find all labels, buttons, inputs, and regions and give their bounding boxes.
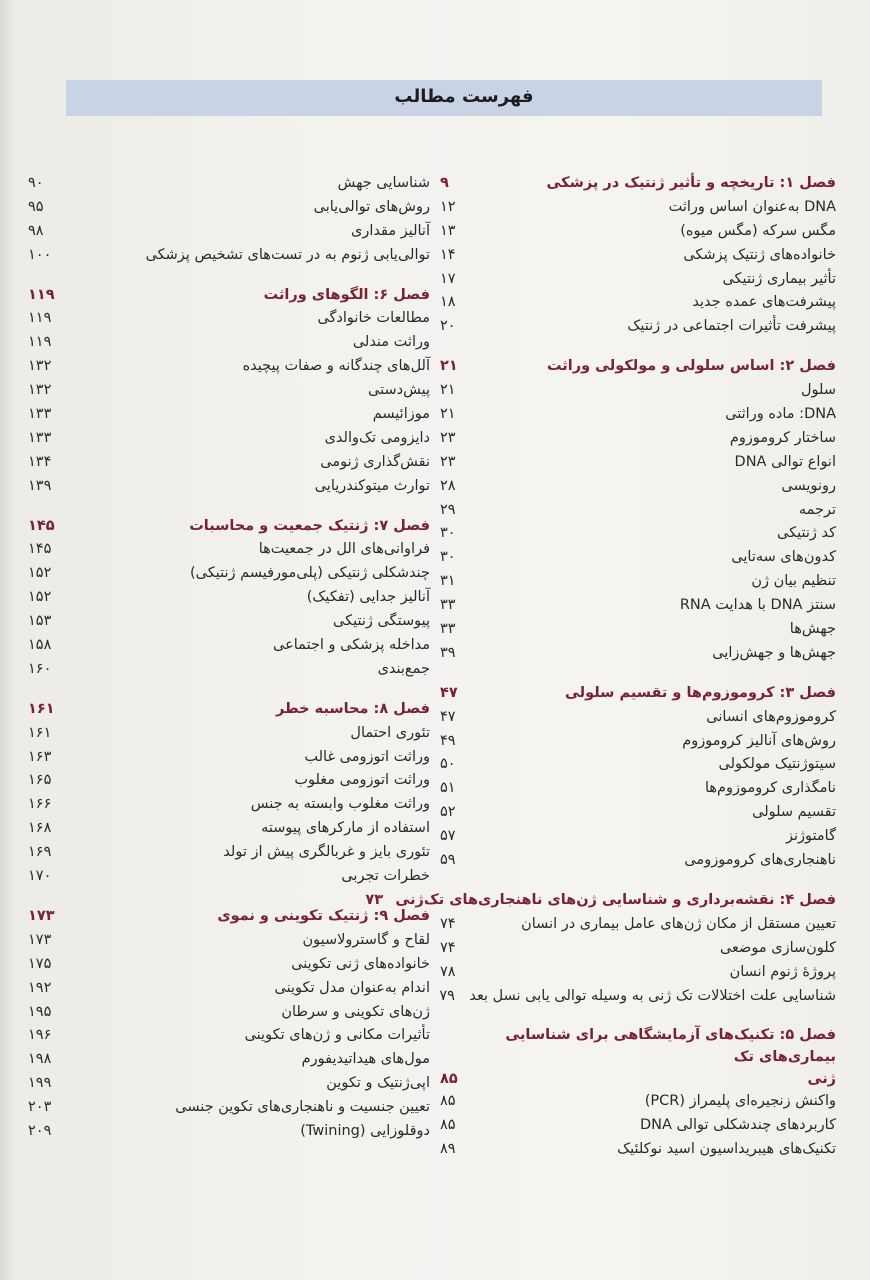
toc-entry[interactable] [440,570,836,594]
chapter-title: فصل ۱: تاریخچه و تأثیر ژنتیک در پزشکی [546,175,836,191]
toc-entry[interactable] [440,985,836,1009]
toc-entry[interactable] [440,777,836,801]
entry-title: پیوستگی ژنتیکی [332,613,430,630]
page-number: ۵۱ [440,780,456,797]
toc-entry[interactable] [440,825,836,849]
entry-title: مول‌های هیداتیدیفورم [301,1051,430,1068]
toc-chapter-entry[interactable] [440,172,836,196]
entry-title: واکنش زنجیره‌ای پلیمراز (PCR) [644,1093,836,1110]
entry-title: استفاده از مارکرهای پیوسته [261,820,430,837]
page-number: ۱۹۵ [28,1003,52,1020]
page-number: ۳۹ [440,644,456,661]
entry-title: کلون‌سازی موضعی [719,939,836,956]
page-number: ۱۶۳ [28,748,52,765]
toc-chapter-entry[interactable] [28,284,430,308]
page-number: ۱۳۹ [28,477,52,494]
toc-entry[interactable] [440,403,836,427]
toc-entry[interactable] [28,929,430,953]
page-number: ۱۶۱ [28,700,55,717]
entry-title: تئوری بایز و غربالگری پیش از تولد [223,844,430,861]
entry-title: نقش‌گذاری ژنومی [320,453,430,470]
entry-title: ساختار کروموزوم [729,429,836,446]
page-number: ۵۹ [440,852,456,869]
entry-title: وراثت اتوزومی غالب [304,748,430,765]
page-number: ۹۵ [28,198,44,215]
toc-column-left [28,172,430,1144]
page-number: ۲۳ [440,453,456,470]
toc-entry[interactable] [440,618,836,642]
toc-entry[interactable] [440,961,836,985]
page-number: ۱۵۲ [28,589,52,606]
page-number: ۳۱ [440,573,456,590]
page-number: ۹۸ [28,222,44,239]
toc-entry[interactable] [28,1120,430,1144]
entry-title: خطرات تجربی [341,868,430,885]
page-number: ۱۷۵ [28,955,52,972]
page-number: ۲۰۹ [28,1122,52,1139]
toc-entry[interactable] [28,538,430,562]
toc-entry[interactable] [28,586,430,610]
chapter-title-continued: ژنی [807,1071,836,1088]
entry-title: توارث میتوکندریایی [314,477,430,494]
entry-title: جمع‌بندی [377,660,430,677]
page-number: ۸۵ [440,1093,456,1110]
toc-entry[interactable] [28,722,430,746]
toc-entry[interactable] [440,1114,836,1138]
page-number: ۴۷ [440,708,456,725]
entry-title: شناسایی جهش [337,175,430,191]
toc-entry[interactable] [28,1072,430,1096]
page-number: ۲۰۳ [28,1099,52,1116]
entry-title: سیتوژنتیک مولکولی [718,756,836,773]
entry-title: تأثیرات مکانی و ژن‌های تکوینی [244,1027,430,1044]
toc-entry[interactable] [28,793,430,817]
entry-title: وراثت مندلی [352,334,430,351]
page-number: ۳۰ [440,549,456,566]
entry-title: دوقلوزایی (Twining) [300,1122,430,1139]
toc-entry[interactable] [28,658,430,682]
page-number: ۱۶۱ [28,724,52,741]
page-number: ۲۹ [440,501,456,518]
toc-entry[interactable] [440,594,836,618]
toc-entry[interactable] [28,379,430,403]
entry-title: شناسایی علت اختلالات تک ژنی به وسیله توالی یابی نسل بعد [469,987,836,1004]
chapter-title: فصل ۵: تکنیک‌های آزمایشگاهی برای شناسایی بیماری‌های تک [505,1027,836,1066]
entry-title: اپی‌ژنتیک و تکوین [326,1075,430,1092]
page-number: ۱۳ [440,222,456,239]
page-number: ۱۶۵ [28,772,52,789]
chapter-title: فصل ۴: نقشه‌برداری و شناسایی ژن‌های ناهنجاری‌های تک‌ژنی [395,891,836,908]
entry-title: پیش‌دستی [368,382,430,399]
entry-title: موزائیسم [372,406,430,423]
entry-title: مطالعات خانوادگی [317,310,430,327]
page-number: ۱۳۳ [28,429,52,446]
entry-title: ناهنجاری‌های کروموزومی [684,852,836,869]
entry-title: خانواده‌های ژنی تکوینی [291,955,430,972]
toc-entry[interactable] [28,244,430,268]
toc-entry[interactable] [28,451,430,475]
toc-entry[interactable] [28,1001,430,1025]
entry-title: دایزومی تک‌والدی [324,429,430,446]
page-number: ۱۶۰ [28,660,52,677]
page-number: ۱۰۰ [28,246,52,263]
toc-entry[interactable] [28,977,430,1001]
toc-entry[interactable] [440,1138,836,1162]
entry-title: پیشرفت تأثیرات اجتماعی در ژنتیک [627,318,836,335]
page-number: ۴۹ [440,732,456,749]
page-number: ۱۵۲ [28,565,52,582]
toc-entry[interactable] [28,427,430,451]
page-number: ۱۹۹ [28,1075,52,1092]
toc-entry[interactable] [28,196,430,220]
toc-chapter-entry[interactable] [440,355,836,379]
toc-entry[interactable] [28,634,430,658]
page-number: ۵۰ [440,756,456,773]
page-number: ۴۷ [440,684,458,701]
page-number: ۷۸ [440,963,456,980]
chapter-title: فصل ۸: محاسبه خطر [276,700,430,717]
page-number: ۱۳۴ [28,453,52,470]
toc-entry[interactable] [440,451,836,475]
entry-title: فراوانی‌های الل در جمعیت‌ها [258,541,430,558]
entry-title: تقسیم سلولی [752,804,836,821]
toc-entry[interactable] [440,913,836,937]
entry-title: اندام به‌عنوان مدل تکوینی [274,979,430,996]
entry-title: انواع توالی DNA [734,453,836,470]
toc-entry[interactable] [28,172,430,196]
toc-entry[interactable] [440,379,836,403]
page-number: ۱۹۶ [28,1027,52,1044]
toc-entry[interactable] [28,403,430,427]
entry-title: تئوری احتمال [350,724,430,741]
page-number: ۷۳ [365,891,384,908]
page-number: ۵۲ [440,804,456,821]
page-number: ۱۳۲ [28,382,52,399]
page-number: ۱۱۹ [28,286,55,303]
page-number: ۱۱۹ [28,310,52,327]
toc-entry[interactable] [28,1024,430,1048]
page-number: ۲۱ [440,406,456,423]
entry-title: جهش‌ها و جهش‌زایی [712,644,836,661]
page-number: ۲۰ [440,318,456,335]
page-number: ۱۶۹ [28,844,52,861]
page-number: ۹ [440,175,449,191]
page-number: ۲۳ [440,429,456,446]
page-number: ۸۹ [440,1141,456,1158]
entry-title: مداخله پزشکی و اجتماعی [273,637,430,654]
page-number: ۱۴۵ [28,541,52,558]
toc-chapter-entry[interactable] [440,682,836,706]
page-title: فهرست مطالب [394,86,534,107]
entry-title: آلل‌های چندگانه و صفات پیچیده [242,358,430,375]
page-number: ۱۷۳ [28,931,52,948]
toc-entry[interactable] [28,475,430,499]
page-number: ۱۶۶ [28,796,52,813]
toc-entry[interactable] [440,753,836,777]
page-number: ۱۲ [440,198,456,215]
chapter-title: فصل ۷: ژنتیک جمعیت و محاسبات [189,517,430,534]
toc-entry[interactable] [28,220,430,244]
entry-title: خانواده‌های ژنتیک پزشکی [683,246,836,263]
chapter-title: فصل ۲: اساس سلولی و مولکولی وراثت [546,358,836,375]
page-number: ۱۴۵ [28,517,55,534]
entry-title: پروژهٔ ژنوم انسان [729,963,836,980]
entry-title: کد ژنتیکی [776,525,836,542]
entry-title: تنظیم بیان ژن [751,573,836,590]
toc-entry[interactable] [28,307,430,331]
page-number: ۷۴ [440,939,456,956]
entry-title: تأثیر بیماری ژنتیکی [722,270,836,287]
page-number: ۱۶۸ [28,820,52,837]
toc-entry[interactable] [440,730,836,754]
toc-entry[interactable] [28,769,430,793]
toc-entry[interactable] [28,562,430,586]
entry-title: کدون‌های سه‌تایی [731,549,836,566]
page-number: ۸۵ [440,1071,458,1088]
page-number: ۱۵۸ [28,637,52,654]
toc-entry[interactable] [440,268,836,292]
page-number: ۷۹ [439,987,455,1004]
page-number: ۳۳ [440,621,456,638]
page-number: ۱۵۳ [28,613,52,630]
toc-entry[interactable] [440,522,836,546]
entry-title: تعیین جنسیت و ناهنجاری‌های تکوین جنسی [175,1099,430,1116]
entry-title: آنالیز جدایی (تفکیک) [306,589,430,606]
entry-title: وراثت مغلوب وابسته به جنس [250,796,430,813]
page-number: ۹۰ [28,175,44,191]
page-number: ۱۷۰ [28,868,52,885]
entry-title: سلول [801,382,836,399]
toc-chapter-entry[interactable] [28,515,430,539]
toc-entry[interactable] [440,220,836,244]
toc-entry[interactable] [28,817,430,841]
page-number: ۱۸ [440,294,456,311]
toc-entry[interactable] [28,331,430,355]
page-edge-shadow [0,0,14,1280]
entry-title: ژن‌های تکوینی و سرطان [281,1003,430,1020]
entry-title: پیشرفت‌های عمده جدید [692,294,836,311]
entry-title: مگس سرکه (مگس میوه) [680,222,836,239]
page-number: ۱۳۲ [28,358,52,375]
entry-title: روش‌های توالی‌یابی [313,198,430,215]
toc-entry[interactable] [28,746,430,770]
entry-title: آنالیز مقداری [351,222,430,239]
toc-entry[interactable] [440,642,836,666]
toc-entry[interactable] [28,355,430,379]
toc-entry[interactable] [440,546,836,570]
page-number: ۲۸ [440,477,456,494]
entry-title: رونویسی [781,477,836,494]
toc-entry[interactable] [440,196,836,220]
toc-entry[interactable] [28,1048,430,1072]
toc-chapter-entry[interactable] [440,1024,836,1090]
toc-entry[interactable] [440,1090,836,1114]
entry-title: DNA به‌عنوان اساس وراثت [668,198,836,215]
toc-chapter-entry[interactable] [28,698,430,722]
page-number: ۱۱۹ [28,334,52,351]
entry-title: کاربردهای چندشکلی توالی DNA [639,1117,836,1134]
toc-chapter-entry[interactable] [28,905,430,929]
entry-title: کروموزوم‌های انسانی [706,708,836,725]
page-number: ۱۴ [440,246,456,263]
entry-title: تعیین مستقل از مکان ژن‌های عامل بیماری در انسان [521,915,836,932]
toc-entry[interactable] [440,291,836,315]
chapter-title: فصل ۶: الگوهای وراثت [263,286,430,303]
entry-title: گامتوژنز [786,828,836,845]
chapter-title: فصل ۳: کروموزوم‌ها و تقسیم سلولی [565,684,836,701]
entry-title: ترجمه [798,501,836,518]
page-number: ۱۹۸ [28,1051,52,1068]
toc-entry[interactable] [440,706,836,730]
toc-entry[interactable] [28,1096,430,1120]
page-number: ۷۴ [440,915,456,932]
toc-chapter-entry[interactable] [365,889,836,913]
toc-entry[interactable] [28,865,430,889]
toc-entry[interactable] [440,475,836,499]
entry-title: لقاح و گاسترولاسیون [302,931,430,948]
toc-header-bar [66,80,822,116]
page-number: ۲۱ [440,382,456,399]
page-number: ۲۱ [440,358,458,375]
page-number: ۳۰ [440,525,456,542]
page-number: ۸۵ [440,1117,456,1134]
toc-entry[interactable] [440,849,836,873]
toc-entry[interactable] [440,427,836,451]
page-number: ۱۳۳ [28,406,52,423]
toc-entry[interactable] [440,801,836,825]
page-number: ۱۷۳ [28,907,55,924]
entry-title: توالی‌یابی ژنوم به در تست‌های تشخیص پزشکی [145,246,430,263]
page-number: ۵۷ [440,828,456,845]
entry-title: DNA: ماده وراثتی [725,406,836,423]
toc-entry[interactable] [440,244,836,268]
page-number: ۳۳ [440,597,456,614]
entry-title: روش‌های آنالیز کروموزوم [682,732,836,749]
entry-title: سنتز DNA با هدایت RNA [679,597,836,614]
entry-title: وراثت اتوزومی مغلوب [294,772,430,789]
toc-entry[interactable] [440,315,836,339]
entry-title: نامگذاری کروموزوم‌ها [704,780,836,797]
entry-title: جهش‌ها [789,621,836,638]
entry-title: چندشکلی ژنتیکی (پلی‌مورفیسم ژنتیکی) [190,565,430,582]
page-number: ۱۹۲ [28,979,52,996]
entry-title: تکنیک‌های هیبریداسیون اسید نوکلئیک [617,1141,836,1158]
toc-entry[interactable] [440,937,836,961]
page-number: ۱۷ [440,270,456,287]
toc-entry[interactable] [28,953,430,977]
toc-entry[interactable] [28,841,430,865]
chapter-title: فصل ۹: ژنتیک تکوینی و نموی [217,907,430,924]
toc-entry[interactable] [440,499,836,523]
toc-entry[interactable] [28,610,430,634]
